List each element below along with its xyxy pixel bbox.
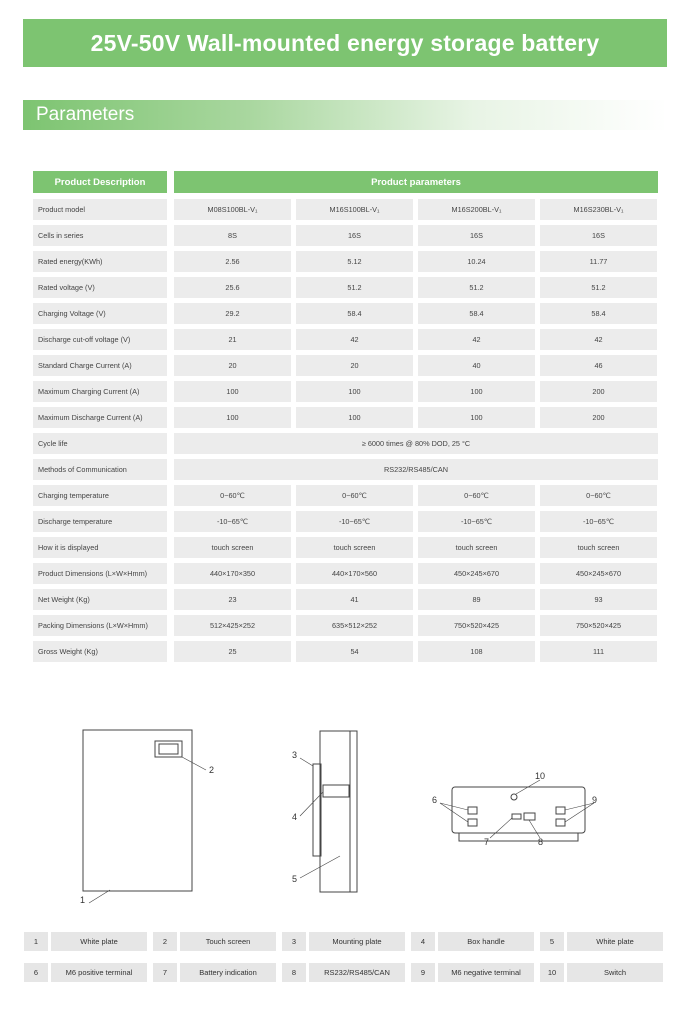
part-name: M6 positive terminal [51,963,147,982]
spec-label: Product Dimensions (L×W×Hmm) [33,563,167,584]
spec-value-span: ≥ 6000 times @ 80% DOD, 25 °C [174,433,658,454]
spec-value: 635×512×252 [296,615,413,636]
header-product-parameters: Product parameters [174,171,658,193]
spec-value: 100 [296,407,413,428]
spec-value: 42 [296,329,413,350]
comm-port-shape [524,813,535,820]
battery-diagrams [0,700,685,920]
spec-value: 108 [418,641,535,662]
spec-value: 750×520×425 [418,615,535,636]
spec-value: 93 [540,589,657,610]
spec-value: 440×170×350 [174,563,291,584]
positive-terminal-b [468,819,477,826]
part-name: RS232/RS485/CAN [309,963,405,982]
part-number: 6 [24,963,48,982]
spec-value: 20 [174,355,291,376]
spec-label: Charging Voltage (V) [33,303,167,324]
part-name: Box handle [438,932,534,951]
spec-label: Maximum Discharge Current (A) [33,407,167,428]
spec-value: 25.6 [174,277,291,298]
header-product-description: Product Description [33,171,167,193]
spec-value: -10~65℃ [296,511,413,532]
spec-value: 8S [174,225,291,246]
spec-value: 42 [540,329,657,350]
spec-value: 11.77 [540,251,657,272]
callout-8: 8 [538,837,544,847]
spec-value: M08S100BL-V₁ [174,199,291,220]
page-title: 25V-50V Wall-mounted energy storage battery [90,29,600,56]
spec-value: 46 [540,355,657,376]
part-number: 2 [153,932,177,951]
top-panel-base [459,833,578,841]
spec-value: 29.2 [174,303,291,324]
title-banner [23,19,667,67]
part-number: 1 [24,932,48,951]
callout-6: 6 [432,795,438,805]
callout-1: 1 [80,895,86,905]
positive-terminal-a [468,807,477,814]
part-number: 8 [282,963,306,982]
spec-label: Standard Charge Current (A) [33,355,167,376]
part-number: 9 [411,963,435,982]
spec-value: M16S200BL-V₁ [418,199,535,220]
spec-value: 41 [296,589,413,610]
part-number: 7 [153,963,177,982]
spec-value: 512×425×252 [174,615,291,636]
part-name: Battery indication [180,963,276,982]
spec-row [33,277,658,298]
callout-10: 10 [535,771,546,781]
spec-row [33,251,658,272]
spec-value: -10~65℃ [418,511,535,532]
indicator-shape [512,814,521,819]
spec-row [33,329,658,350]
parts-row [24,963,667,982]
spec-value: 100 [174,381,291,402]
section-title: Parameters [36,104,135,125]
spec-label: Cells in series [33,225,167,246]
spec-row [33,563,658,584]
negative-terminal-a [556,807,565,814]
spec-label: Discharge cut-off voltage (V) [33,329,167,350]
spec-label: How it is displayed [33,537,167,558]
spec-value: -10~65℃ [540,511,657,532]
spec-row [33,485,658,506]
spec-table-header [33,171,658,193]
spec-row [33,589,658,610]
spec-value: 10.24 [418,251,535,272]
spec-row [33,225,658,246]
part-name: M6 negative terminal [438,963,534,982]
part-number: 10 [540,963,564,982]
spec-value: 16S [296,225,413,246]
callout-9: 9 [592,795,598,805]
spec-label: Charging temperature [33,485,167,506]
spec-value: M16S100BL-V₁ [296,199,413,220]
spec-value: 16S [418,225,535,246]
side-body [320,731,357,892]
part-name: Touch screen [180,932,276,951]
spec-value: 54 [296,641,413,662]
spec-value: 51.2 [296,277,413,298]
spec-value: 23 [174,589,291,610]
callout-3: 3 [292,750,298,760]
spec-row [33,355,658,376]
spec-value: -10~65℃ [174,511,291,532]
spec-row [33,199,658,220]
spec-value: 58.4 [296,303,413,324]
parts-legend [24,932,667,994]
spec-value: 450×245×670 [540,563,657,584]
spec-value: 200 [540,407,657,428]
spec-value: 58.4 [540,303,657,324]
spec-value: 51.2 [418,277,535,298]
spec-value: 42 [418,329,535,350]
part-number: 5 [540,932,564,951]
spec-value: 5.12 [296,251,413,272]
spec-row [33,615,658,636]
parts-row [24,932,667,951]
box-handle-shape [323,785,349,797]
spec-value-span: RS232/RS485/CAN [174,459,658,480]
top-view-diagram [440,780,594,841]
spec-value: 100 [296,381,413,402]
part-number: 3 [282,932,306,951]
spec-label: Product model [33,199,167,220]
spec-value: M16S230BL-V₁ [540,199,657,220]
part-name: Switch [567,963,663,982]
spec-label: Methods of Communication [33,459,167,480]
spec-value: 0~60℃ [296,485,413,506]
spec-label: Gross Weight (Kg) [33,641,167,662]
spec-label: Packing Dimensions (L×W×Hmm) [33,615,167,636]
spec-label: Discharge temperature [33,511,167,532]
spec-value: 58.4 [418,303,535,324]
callout-5: 5 [292,874,298,884]
spec-value: 0~60℃ [418,485,535,506]
switch-shape [511,794,517,800]
side-view-diagram [300,731,357,892]
spec-table-body [33,199,658,662]
spec-row [33,511,658,532]
spec-table [33,171,658,667]
spec-value: 200 [540,381,657,402]
spec-value: touch screen [174,537,291,558]
spec-value: touch screen [418,537,535,558]
spec-row [33,407,658,428]
spec-row [33,459,658,480]
spec-row [33,537,658,558]
spec-value: 100 [418,381,535,402]
spec-value: 51.2 [540,277,657,298]
spec-label: Rated voltage (V) [33,277,167,298]
callout-7: 7 [484,837,490,847]
part-name: Mounting plate [309,932,405,951]
callout-2: 2 [209,765,215,775]
part-name: White plate [51,932,147,951]
spec-value: touch screen [296,537,413,558]
part-number: 4 [411,932,435,951]
spec-row [33,641,658,662]
spec-value: 440×170×560 [296,563,413,584]
spec-row [33,433,658,454]
spec-value: 16S [540,225,657,246]
spec-value: touch screen [540,537,657,558]
spec-value: 40 [418,355,535,376]
spec-value: 0~60℃ [174,485,291,506]
spec-value: 100 [174,407,291,428]
front-view-diagram [83,730,206,903]
spec-value: 20 [296,355,413,376]
spec-value: 100 [418,407,535,428]
diagram-callouts [80,750,597,905]
spec-value: 750×520×425 [540,615,657,636]
spec-row [33,381,658,402]
spec-value: 2.56 [174,251,291,272]
spec-value: 0~60℃ [540,485,657,506]
spec-label: Cycle life [33,433,167,454]
spec-value: 89 [418,589,535,610]
spec-label: Maximum Charging Current (A) [33,381,167,402]
spec-value: 21 [174,329,291,350]
spec-value: 450×245×670 [418,563,535,584]
spec-row [33,303,658,324]
spec-label: Rated energy(KWh) [33,251,167,272]
callout-4: 4 [292,812,298,822]
spec-value: 25 [174,641,291,662]
spec-value: 111 [540,641,657,662]
section-banner [23,100,667,130]
part-name: White plate [567,932,663,951]
spec-label: Net Weight (Kg) [33,589,167,610]
touch-screen-inner [159,744,178,754]
negative-terminal-b [556,819,565,826]
